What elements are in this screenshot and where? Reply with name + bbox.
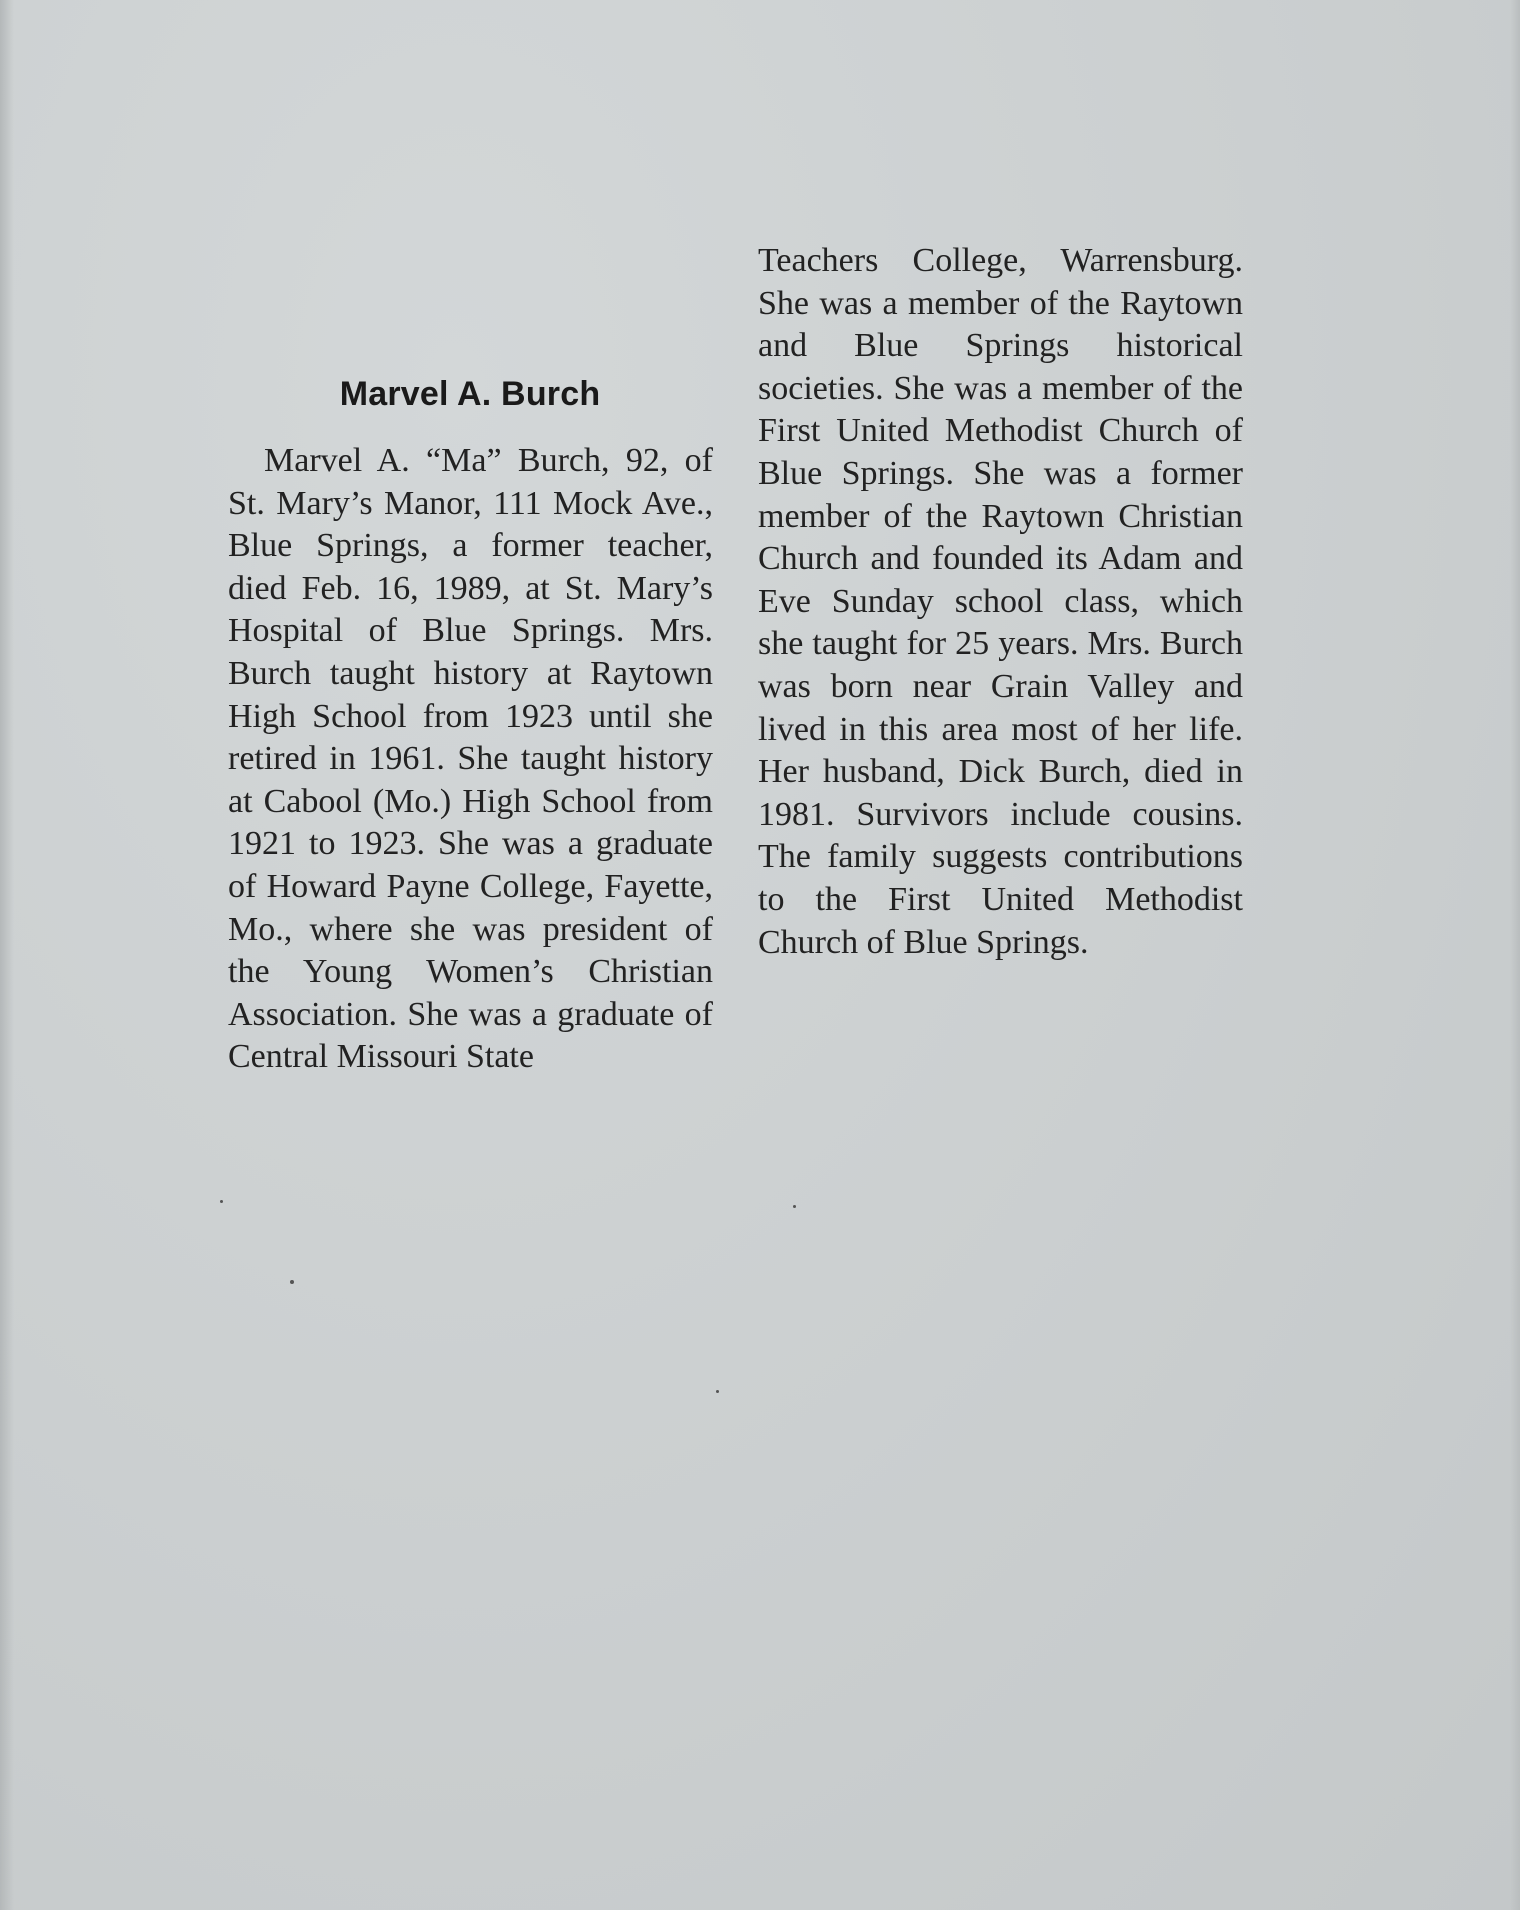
paper-speck — [793, 1205, 796, 1208]
obituary-column-right: Teachers College, Warrensburg. She was a member of the Raytown and Blue Springs historical societies. She was a member of the First United Methodist Church of Blue Springs. She was a former member of the Raytown Christian Church and founded its Adam and Eve Sunday school class, which she taught for 25 years. Mrs. Burch was born near Grain Valley and lived in this area most of her life. Her husband, Dick Burch, died in 1981. Survivors include cousins. The family suggests contributions to the First United Methodist Church of Blue Springs. — [758, 242, 1243, 961]
obituary-column-left: Marvel A. “Ma” Burch, 92, of St. Mary’s Manor, 111 Mock Ave., Blue Springs, a former teacher, died Feb. 16, 1989, at St. Mary’s Hospital of Blue Springs. Mrs. Burch taught history at Raytown High School from 1923 until she retired in 1961. She taught history at Cabool (Mo.) High School from 1921 to 1923. She was a graduate of Howard Payne College, Fayette, Mo., where she was president of the Young Women’s Christian Association. She was a graduate of Central Missouri State — [228, 442, 713, 1076]
paper-speck — [290, 1280, 294, 1284]
obituary-headline: Marvel A. Burch — [339, 375, 601, 413]
paper-speck — [220, 1200, 223, 1203]
paper-speck — [716, 1390, 719, 1393]
paper-left-edge-shadow — [0, 0, 14, 1910]
newspaper-clipping — [200, 240, 1250, 1260]
paper-right-edge-shadow — [1510, 0, 1520, 1910]
